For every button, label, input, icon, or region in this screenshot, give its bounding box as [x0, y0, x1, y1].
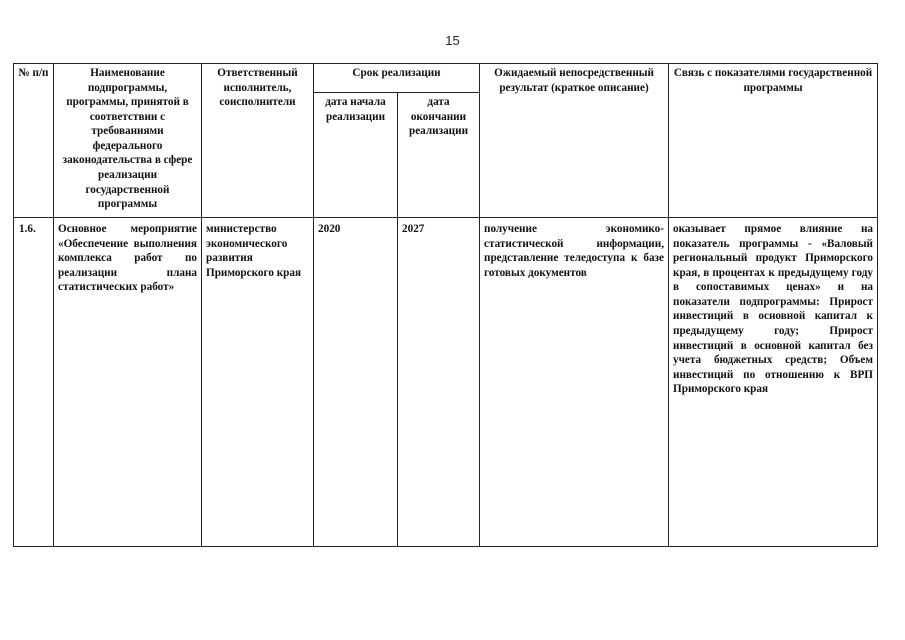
row-end-date: 2027: [398, 218, 480, 547]
header-executor: Ответственный исполнитель, соисполнители: [202, 64, 314, 218]
header-link: Связь с показателями государственной программы: [669, 64, 878, 218]
header-end-date: дата окончании реализации: [398, 93, 480, 218]
header-num: № п/п: [14, 64, 54, 218]
row-executor: министерство экономического развития Приморского края: [202, 218, 314, 547]
row-num: 1.6.: [14, 218, 54, 547]
program-table: [13, 63, 878, 547]
header-row: [14, 64, 878, 93]
row-start-date: 2020: [314, 218, 398, 547]
header-term: Срок реализации: [314, 64, 480, 93]
row-link: оказывает прямое влияние на показатель программы - «Валовый региональный продукт Приморского края, в процентах к предыдущему году в сопоставимых ценах» и на показатели подпрограммы: Прирост инвестиций в основной капитал к предыдущему году; Прирост инвестиций в основной капитал без учета бюджетных средств; Объем инвестиций по отношению к ВРП Приморского края: [669, 218, 878, 547]
page-number: 15: [445, 33, 460, 48]
table-row: [14, 218, 878, 547]
header-result: Ожидаемый непосредственный результат (краткое описание): [480, 64, 669, 218]
header-start-date: дата начала реализации: [314, 93, 398, 218]
row-name: Основное мероприятие «Обеспечение выполнения комплекса работ по реализации плана статистических работ»: [54, 218, 202, 547]
header-name: Наименование подпрограммы, программы, принятой в соответствии с требованиями федерального законодательства в сфере реализации государственной программы: [54, 64, 202, 218]
row-result: получение экономико-статистической информации, представление теледоступа к базе готовых документов: [480, 218, 669, 547]
